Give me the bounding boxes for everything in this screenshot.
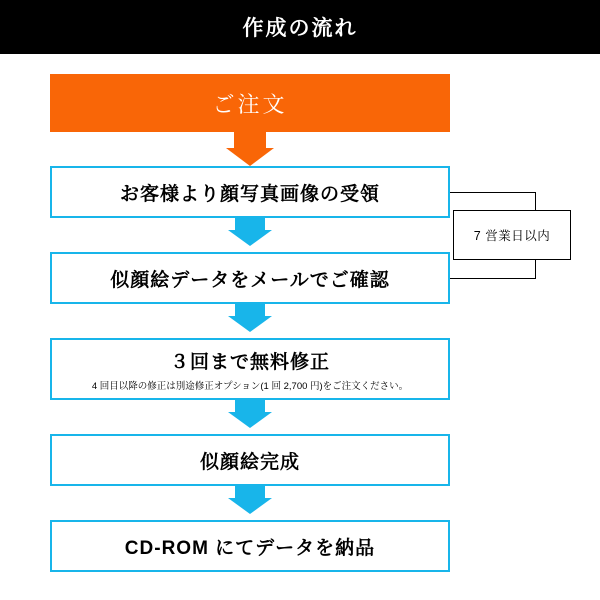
flow-step-order: [50, 74, 450, 132]
flow-step-revise-label: ３回まで無料修正: [169, 351, 330, 373]
arrow-2-stem: [235, 304, 265, 316]
flow-step-revise-note: 4 回目以降の修正は別途修正オプション(1 回 2,700 円)をご注文ください。: [91, 380, 409, 392]
flow-step-complete-label: 似顔絵完成: [199, 451, 300, 473]
flow-step-deliver-label: CD-ROM にてデータを納品: [124, 537, 376, 559]
flow-step-receive-label: お客様より顔写真画像の受領: [119, 183, 380, 205]
flow-step-confirm: [50, 252, 450, 304]
arrow-down-icon-order: [226, 148, 274, 166]
flow-step-deliver: [50, 520, 450, 572]
header-bar: [0, 0, 600, 54]
bracket-right-lower-line: [535, 260, 536, 279]
arrow-down-icon-4: [228, 498, 272, 514]
bracket-bottom-line: [450, 278, 536, 279]
flow-step-order-label: ご注文: [212, 91, 288, 117]
arrow-3-stem: [235, 400, 265, 412]
arrow-1-stem: [235, 218, 265, 230]
bracket-top-line: [450, 192, 536, 193]
flow-chart: [0, 54, 600, 600]
flow-step-receive: [50, 166, 450, 218]
flow-step-revise: [50, 338, 450, 400]
bracket-right-upper-line: [535, 192, 536, 210]
flow-step-complete: [50, 434, 450, 486]
arrow-4-stem: [235, 486, 265, 498]
arrow-down-icon-1: [228, 230, 272, 246]
flow-step-confirm-label: 似顔絵データをメールでご確認: [110, 269, 390, 291]
arrow-down-icon-2: [228, 316, 272, 332]
page-title: 作成の流れ: [242, 17, 358, 40]
arrow-down-icon-3: [228, 412, 272, 428]
arrow-order-stem: [234, 132, 266, 148]
duration-note: 7 営業日以内: [453, 210, 571, 260]
